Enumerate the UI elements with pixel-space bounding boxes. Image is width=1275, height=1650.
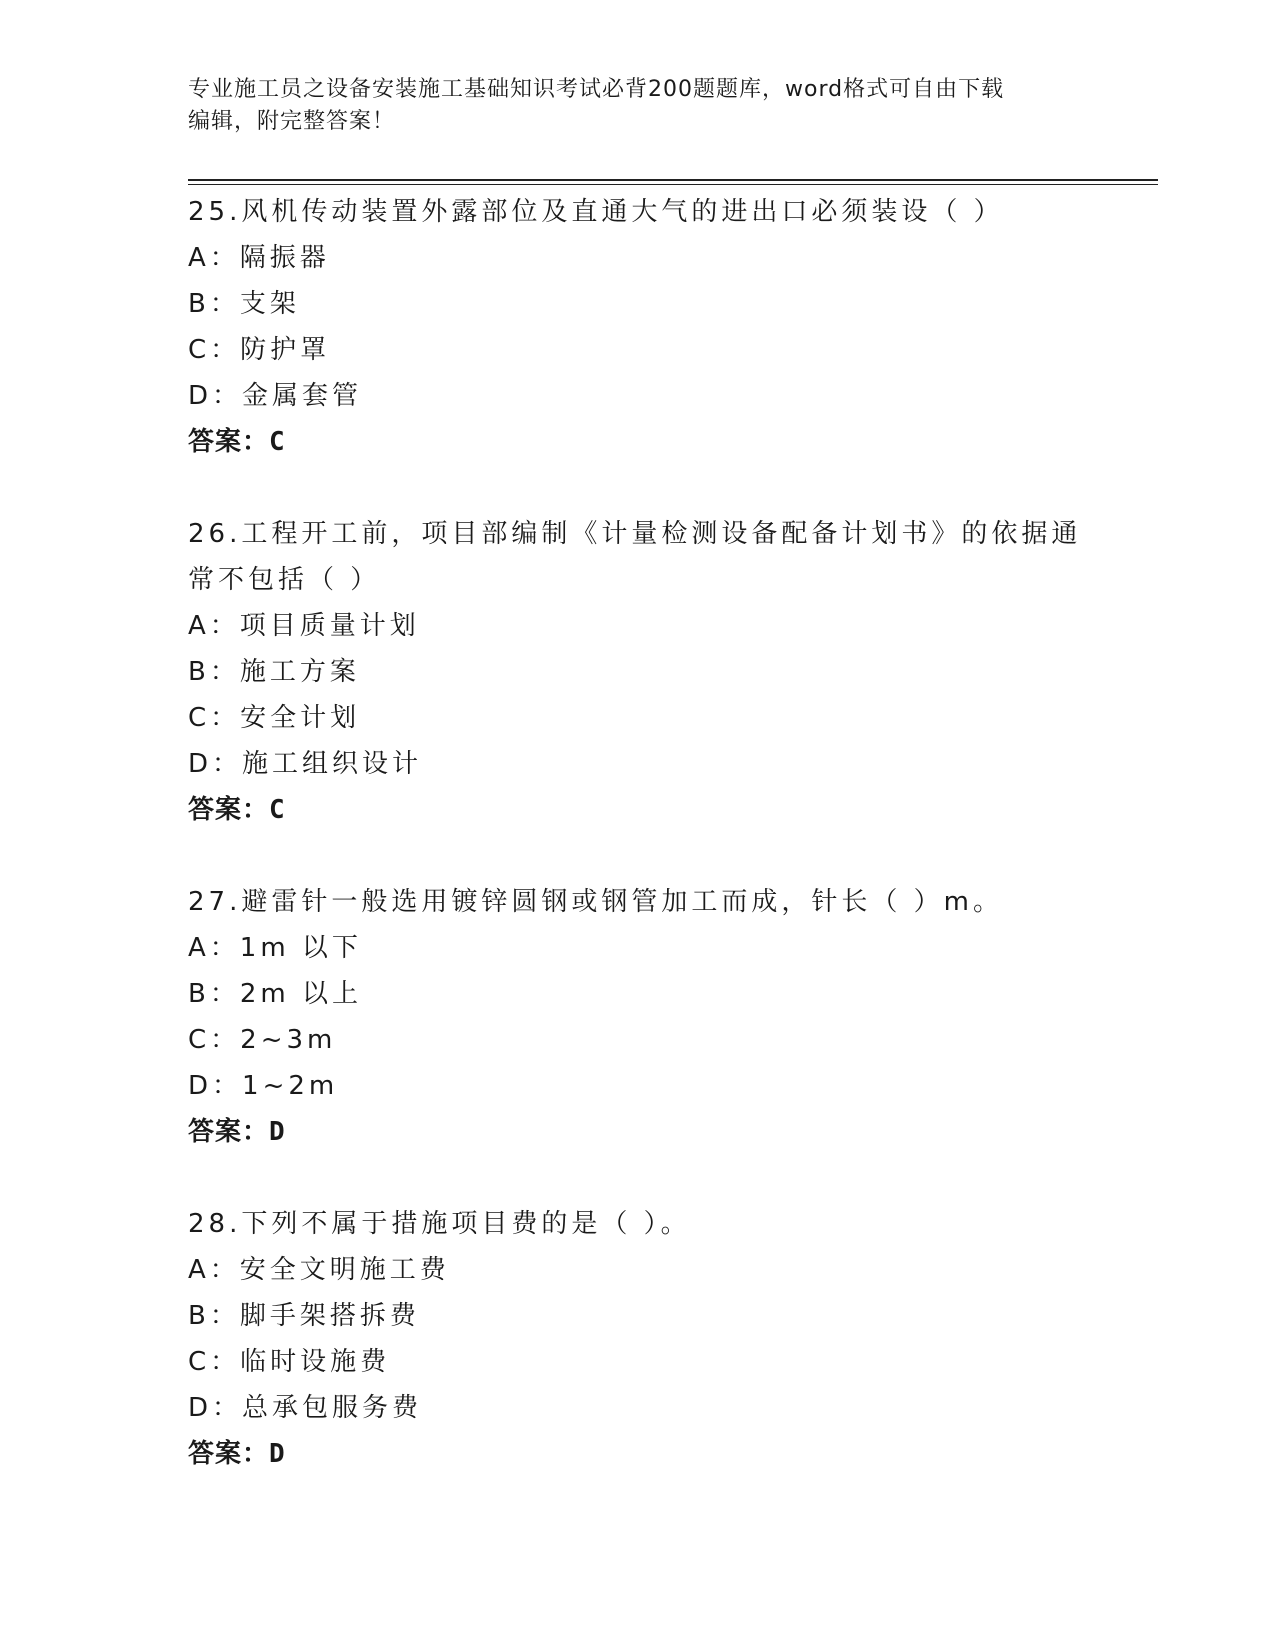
answer-line bbox=[188, 787, 1148, 833]
option-b: B：脚手架搭拆费 bbox=[188, 1301, 420, 1331]
option-a: A：安全文明施工费 bbox=[188, 1255, 450, 1285]
answer-value: C bbox=[269, 795, 286, 825]
option-a: A：1m 以下 bbox=[188, 933, 362, 963]
option-b: B：2m 以上 bbox=[188, 979, 362, 1009]
header-line-2: 编辑，附完整答案！ bbox=[188, 109, 396, 134]
question-stem: 28.下列不属于措施项目费的是（ ）。 bbox=[188, 1209, 691, 1239]
answer-value: D bbox=[269, 1439, 286, 1469]
option-d: D：总承包服务费 bbox=[188, 1393, 423, 1423]
option-c: C：防护罩 bbox=[188, 335, 331, 365]
document-header bbox=[188, 74, 1088, 138]
question-25 bbox=[188, 189, 1148, 465]
question-stem: 27.避雷针一般选用镀锌圆钢或钢管加工而成，针长（ ）m。 bbox=[188, 887, 1003, 917]
answer-value: C bbox=[269, 427, 286, 457]
answer-label: 答案： bbox=[188, 1117, 270, 1147]
answer-label: 答案： bbox=[188, 1439, 270, 1469]
question-26 bbox=[188, 511, 1148, 833]
option-d: D：施工组织设计 bbox=[188, 749, 423, 779]
answer-line bbox=[188, 1109, 1148, 1155]
answer-line bbox=[188, 419, 1148, 465]
answer-label: 答案： bbox=[188, 427, 270, 457]
question-28 bbox=[188, 1201, 1148, 1477]
answer-line bbox=[188, 1431, 1148, 1477]
question-stem: 25.风机传动装置外露部位及直通大气的进出口必须装设（ ） bbox=[188, 197, 1004, 227]
option-c: C：安全计划 bbox=[188, 703, 361, 733]
question-27 bbox=[188, 879, 1148, 1155]
option-c: C：临时设施费 bbox=[188, 1347, 391, 1377]
question-stem: 26.工程开工前，项目部编制《计量检测设备配备计划书》的依据通常不包括（ ） bbox=[188, 519, 1082, 595]
header-divider-thick bbox=[188, 179, 1158, 181]
option-d: D：金属套管 bbox=[188, 381, 363, 411]
header-divider-thin bbox=[188, 184, 1158, 185]
answer-label: 答案： bbox=[188, 795, 270, 825]
option-b: B：支架 bbox=[188, 289, 300, 319]
option-a: A：隔振器 bbox=[188, 243, 330, 273]
question-list bbox=[188, 189, 1148, 1477]
answer-value: D bbox=[269, 1117, 286, 1147]
option-d: D：1~2m bbox=[188, 1071, 339, 1101]
option-b: B：施工方案 bbox=[188, 657, 360, 687]
option-c: C：2~3m bbox=[188, 1025, 337, 1055]
header-line-1: 专业施工员之设备安装施工基础知识考试必背200题题库，word格式可自由下载 bbox=[188, 77, 1005, 102]
option-a: A：项目质量计划 bbox=[188, 611, 420, 641]
